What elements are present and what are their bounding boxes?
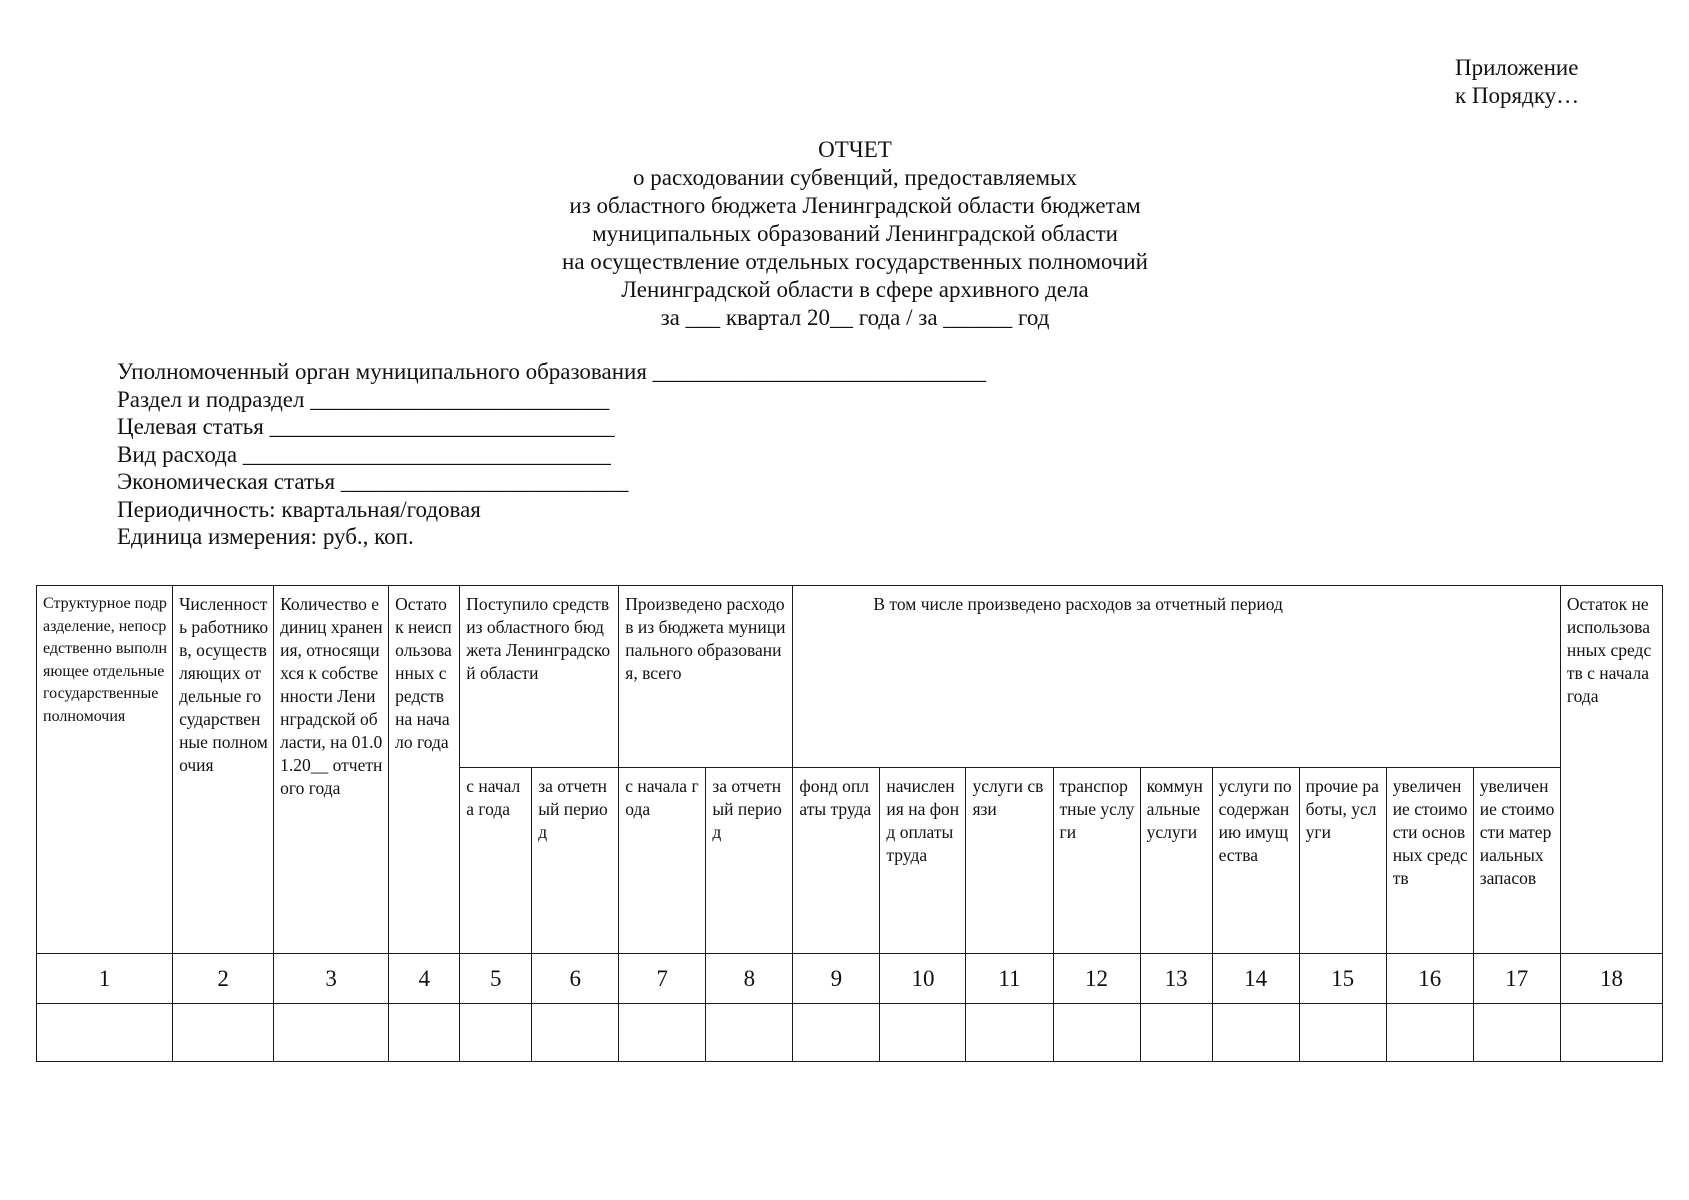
empty-cell xyxy=(1473,1004,1560,1062)
column-number: 18 xyxy=(1560,954,1662,1004)
field-expense-type: Вид расхода ________________________________ xyxy=(117,441,611,467)
header-opening-balance: Остаток неиспользованных средств на начало года xyxy=(389,586,460,954)
field-section: Раздел и подраздел __________________________ xyxy=(117,386,610,412)
title-line: муниципальных образований Ленинградской области xyxy=(592,221,1118,246)
title-line: Ленинградской области в сфере архивного дела xyxy=(621,277,1089,302)
column-number: 3 xyxy=(274,954,389,1004)
column-number: 13 xyxy=(1140,954,1212,1004)
subheader-communication: услуги связи xyxy=(966,768,1053,954)
appendix-note xyxy=(1455,54,1579,110)
subheader-property-maintenance: услуги по содержанию имущества xyxy=(1212,768,1299,954)
report-title: ОТЧЕТ xyxy=(818,137,892,162)
title-line: на осуществление отдельных государственных полномочий xyxy=(562,249,1148,274)
empty-cell xyxy=(966,1004,1053,1062)
column-number: 7 xyxy=(619,954,706,1004)
empty-cell xyxy=(389,1004,460,1062)
field-target-article: Целевая статья ______________________________ xyxy=(117,414,615,439)
empty-cell xyxy=(274,1004,389,1062)
subheader-payroll: фонд оплаты труда xyxy=(793,768,880,954)
subheader-received-ytd: с начала года xyxy=(460,768,532,954)
subheader-received-period: за отчетный период xyxy=(532,768,619,954)
subheader-other-services: прочие работы, услуги xyxy=(1299,768,1386,954)
empty-cell xyxy=(1212,1004,1299,1062)
column-number: 14 xyxy=(1212,954,1299,1004)
subheader-fixed-assets: увеличение стоимости основных средств xyxy=(1386,768,1473,954)
field-unit: Единица измерения: руб., коп. xyxy=(117,524,414,549)
empty-cell xyxy=(793,1004,880,1062)
column-number: 6 xyxy=(532,954,619,1004)
header-closing-balance: Остаток неиспользованных средств с начала года xyxy=(1560,586,1662,954)
empty-cell xyxy=(1053,1004,1140,1062)
title-period-line: за ___ квартал 20__ года / за ______ год xyxy=(660,305,1050,330)
title-line: из областного бюджета Ленинградской области бюджетам xyxy=(569,193,1141,218)
appendix-line: Приложение xyxy=(1455,55,1579,80)
column-number: 2 xyxy=(173,954,274,1004)
header-employees: Численность работников, осуществляющих отдельные государственные полномочия xyxy=(173,586,274,954)
column-number: 11 xyxy=(966,954,1053,1004)
column-number: 4 xyxy=(389,954,460,1004)
subheader-payroll-charges: начисления на фонд оплаты труда xyxy=(880,768,966,954)
header-including-expenses: В том числе произведено расходов за отчетный период xyxy=(793,586,1561,768)
table-header-row xyxy=(37,586,1663,768)
empty-cell xyxy=(880,1004,966,1062)
column-number-row xyxy=(37,954,1663,1004)
column-number: 16 xyxy=(1386,954,1473,1004)
report-title-block xyxy=(0,136,1689,332)
header-storage-units: Количество единиц хранения, относящихся к собственности Ленинградской области, на 01.01.20__ отчетного года xyxy=(274,586,389,954)
empty-cell xyxy=(1560,1004,1662,1062)
field-economic-article: Экономическая статья _________________________ xyxy=(117,469,629,494)
subheader-utilities: коммунальные услуги xyxy=(1140,768,1212,954)
field-authorized-body: Уполномоченный орган муниципального образования _____________________________ xyxy=(117,359,987,384)
table-row xyxy=(37,1004,1663,1062)
empty-cell xyxy=(619,1004,706,1062)
empty-cell xyxy=(532,1004,619,1062)
subheader-spent-ytd: с начала года xyxy=(619,768,706,954)
column-number: 5 xyxy=(460,954,532,1004)
appendix-line: к Порядку… xyxy=(1455,83,1580,108)
subheader-transport: транспортные услуги xyxy=(1053,768,1140,954)
report-table xyxy=(36,585,1663,1062)
empty-cell xyxy=(1299,1004,1386,1062)
column-number: 1 xyxy=(37,954,173,1004)
column-number: 9 xyxy=(793,954,880,1004)
subheader-inventory: увеличение стоимости материальных запасов xyxy=(1473,768,1560,954)
column-number: 10 xyxy=(880,954,966,1004)
subheader-spent-period: за отчетный период xyxy=(706,768,793,954)
empty-cell xyxy=(1386,1004,1473,1062)
empty-cell xyxy=(706,1004,793,1062)
empty-cell xyxy=(460,1004,532,1062)
title-line: о расходовании субвенций, предоставляемых xyxy=(632,165,1077,190)
header-structural-unit: Структурное подразделение, непосредственно выполняющее отдельные государственные полномочия xyxy=(37,586,173,954)
field-periodicity: Периодичность: квартальная/годовая xyxy=(117,496,481,522)
empty-cell xyxy=(37,1004,173,1062)
column-number: 8 xyxy=(706,954,793,1004)
header-received-funds: Поступило средств из областного бюджета Ленинградской области xyxy=(460,586,619,768)
header-spent-total: Произведено расходов из бюджета муниципального образования, всего xyxy=(619,586,793,768)
report-fields xyxy=(117,358,986,551)
column-number: 12 xyxy=(1053,954,1140,1004)
empty-cell xyxy=(173,1004,274,1062)
column-number: 17 xyxy=(1473,954,1560,1004)
empty-cell xyxy=(1140,1004,1212,1062)
column-number: 15 xyxy=(1299,954,1386,1004)
